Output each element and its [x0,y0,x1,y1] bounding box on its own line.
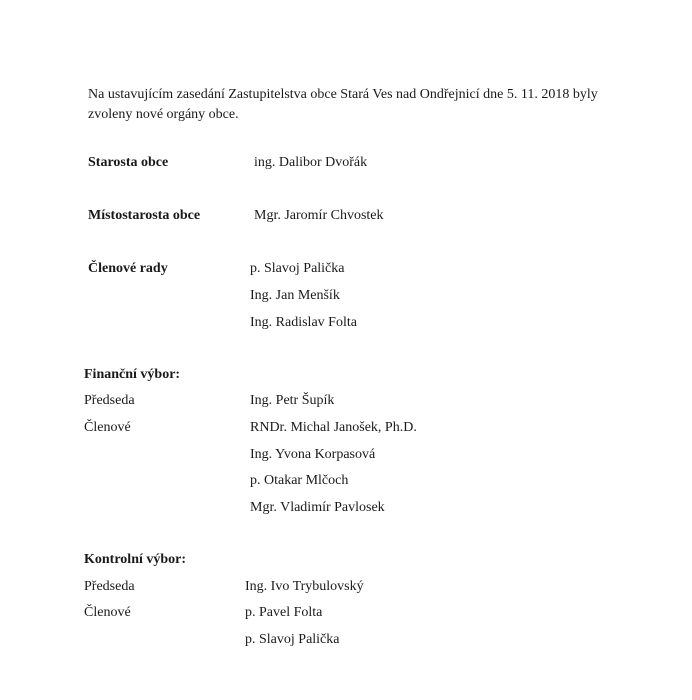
rada-member: Ing. Jan Menšík [250,288,340,303]
kontrolni-chair-label: Předseda [84,579,135,594]
financni-member: Mgr. Vladimír Pavlosek [250,500,385,515]
rada-label: Členové rady [88,261,168,276]
financni-heading: Finanční výbor: [84,367,181,382]
intro-line-2: zvoleny nové orgány obce. [88,107,239,122]
financni-member: p. Otakar Mlčoch [250,473,349,488]
kontrolni-heading: Kontrolní výbor: [84,552,187,567]
financni-chair-name: Ing. Petr Šupík [250,393,335,408]
intro-paragraph [88,85,648,125]
kontrolni-members-label: Členové [84,605,131,620]
rada-member: Ing. Radislav Folta [250,315,357,330]
kontrolni-chair-name: Ing. Ivo Trybulovský [245,579,364,594]
mistostarosta-label: Místostarosta obce [88,208,201,223]
mistostarosta-name: Mgr. Jaromír Chvostek [254,208,384,223]
financni-chair-label: Předseda [84,393,135,408]
intro-line-1: Na ustavujícím zasedání Zastupitelstva obce Stará Ves nad Ondřejnicí dne 5. 11. 2018 byly [88,87,598,102]
financni-members-label: Členové [84,420,131,435]
rada-member: p. Slavoj Palička [250,261,345,276]
kontrolni-member: p. Pavel Folta [245,605,323,620]
starosta-label: Starosta obce [88,155,169,170]
kontrolni-member: p. Slavoj Palička [245,632,340,647]
starosta-name: ing. Dalibor Dvořák [254,155,368,170]
financni-member: Ing. Yvona Korpasová [250,447,376,462]
financni-member: RNDr. Michal Janošek, Ph.D. [250,420,417,435]
